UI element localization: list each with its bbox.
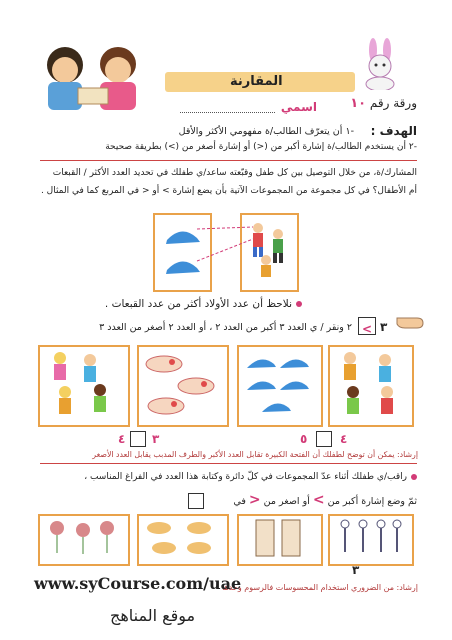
instruction-2-line-1 — [84, 472, 417, 482]
name-field[interactable] — [180, 112, 275, 113]
example-number: ٣ — [380, 320, 388, 334]
instruction-2-text-1: راقب/ي طفلك أثناء عدّ المجموعات في كلّ دائرة وكتابة هذا العدد في الفراغ المناسب ، — [84, 472, 407, 482]
boys-group-icon — [335, 350, 405, 420]
children-illustration — [30, 40, 155, 110]
sheet-number: ١٠ — [350, 96, 367, 111]
right-group-number-b: ٤ — [340, 432, 348, 446]
instruction-line-1: المشارك/ة، من خلال التوصيل بين كل طفل وقبّعته ساعد/ي طفلك في تحديد العدد الأكثر / القبعات — [52, 168, 417, 178]
roses-icon — [45, 518, 120, 558]
bunny-illustration — [355, 38, 405, 90]
hint-2: إرشاد: من الضروري استخدام المحسوسات فالرسوم وحدها — [222, 583, 418, 592]
doors-icon — [252, 518, 307, 558]
left-group-number-b: ٣ — [152, 432, 160, 446]
site-url[interactable]: www.syCourse.com/uae — [34, 574, 242, 593]
instruction-answer-box[interactable] — [188, 493, 204, 509]
compare-box-left[interactable] — [130, 431, 146, 447]
note-line — [105, 298, 302, 310]
instruction-2-text-4: في — [233, 496, 246, 507]
goal-line-1: -١ أن يتعرّف الطالب/ة مفهومي الأكثر والأقل — [178, 126, 354, 137]
site-name: موقع المناهج — [110, 606, 196, 625]
sheet-label — [350, 96, 417, 111]
divider-2 — [40, 463, 417, 464]
keys-icon — [335, 518, 405, 558]
left-group-number-a: ٤ — [118, 432, 126, 446]
caps-group-icon — [244, 352, 314, 418]
gt-symbol: > — [312, 492, 325, 508]
divider — [40, 160, 417, 161]
pointing-hand-icon — [395, 312, 425, 334]
example-symbol-box — [358, 317, 376, 335]
bread-icon — [144, 518, 219, 558]
sheet-label-text: ورقة رقم — [369, 96, 417, 110]
example-symbol: > — [361, 322, 373, 336]
bottom-number: ٣ — [352, 563, 360, 577]
bullet-icon — [296, 301, 302, 307]
goal-label: الهدف : — [370, 124, 417, 138]
lt-symbol: < — [248, 492, 261, 508]
instruction-2-text-3: أو اصغر من — [263, 496, 310, 507]
note-text: نلاحظ أن عدد الأولاد أكثر من عدد القبعات . — [104, 298, 292, 310]
kids-group-icon — [45, 350, 120, 420]
bullet-icon-2 — [411, 474, 417, 480]
matching-lines — [195, 225, 255, 275]
compare-box-right[interactable] — [316, 431, 332, 447]
instruction-2-text-2: ثمّ وضع إشارة أكبر من — [327, 496, 417, 507]
right-group-number-a: ٥ — [300, 432, 308, 446]
name-label: اسمي — [280, 100, 317, 114]
example-explanation: ٢ ونقر / ي العدد ٣ أكبر من العدد ٢ ، أو العدد ٢ أصغر من العدد ٣ — [99, 322, 352, 333]
sunhats-group-icon — [144, 352, 219, 418]
instruction-2-line-2 — [233, 492, 417, 508]
hint-1: إرشاد: يمكن أن توضح لطفلك أن الفتحة الكبيرة تقابل العدد الأكبر والطرف المدبب يقابل العدد الأصغر — [92, 450, 418, 459]
instruction-line-2: أم الأطفال؟ في كل مجموعة من المجموعات الآتية بأن يضع إشارة > أو < في المربع كما في المثال . — [40, 186, 417, 196]
page-title: المقارنة — [230, 74, 283, 89]
goal-line-2: -٢ أن يستخدم الطالب/ة إشارة أكبر من (<) أو إشارة أصغر من (>) بطريقة صحيحة — [105, 142, 417, 152]
